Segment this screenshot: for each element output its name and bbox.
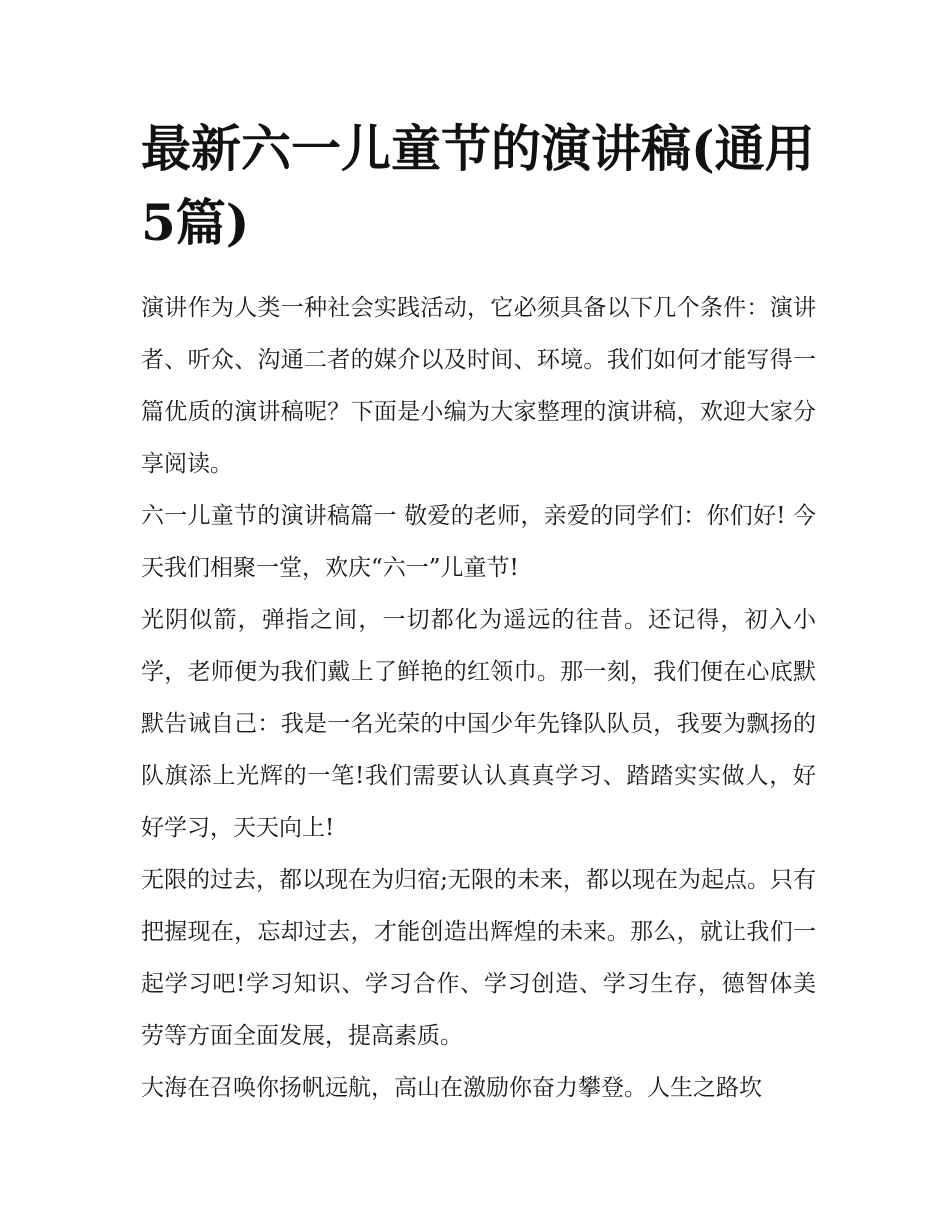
document-title: 最新六一儿童节的演讲稿(通用5篇): [141, 119, 815, 252]
document-content: [141, 112, 816, 1114]
document-body: [141, 282, 816, 1114]
paragraph-sea: 大海在召唤你扬帆远航，高山在激励你奋力攀登。人生之路坎: [141, 1075, 762, 1101]
paragraph-intro: 演讲作为人类一种社会实践活动，它必须具备以下几个条件：演讲者、听众、沟通二者的媒介以及时间、环境。我们如何才能写得一篇优质的演讲稿呢？下面是小编为大家整理的演讲稿，欢迎大家分享阅读。: [141, 295, 816, 477]
paragraph-time: 光阴似箭，弹指之间，一切都化为遥远的往昔。还记得，初入小学，老师便为我们戴上了鲜艳的红领巾。那一刻，我们便在心底默默告诫自己：我是一名光荣的中国少年先锋队队员，我要为飘扬的队旗添上光辉的一笔!我们需要认认真真学习、踏踏实实做人，好好学习，天天向上!: [141, 607, 816, 841]
paragraph-greeting: 六一儿童节的演讲稿篇一 敬爱的老师，亲爱的同学们：你们好! 今天我们相聚一堂，欢庆“六一”儿童节!: [141, 503, 816, 581]
paragraph-future: 无限的过去，都以现在为归宿;无限的未来，都以现在为起点。只有把握现在，忘却过去，才能创造出辉煌的未来。那么，就让我们一起学习吧!学习知识、学习合作、学习创造、学习生存，德智体美劳等方面全面发展，提高素质。: [141, 867, 816, 1049]
